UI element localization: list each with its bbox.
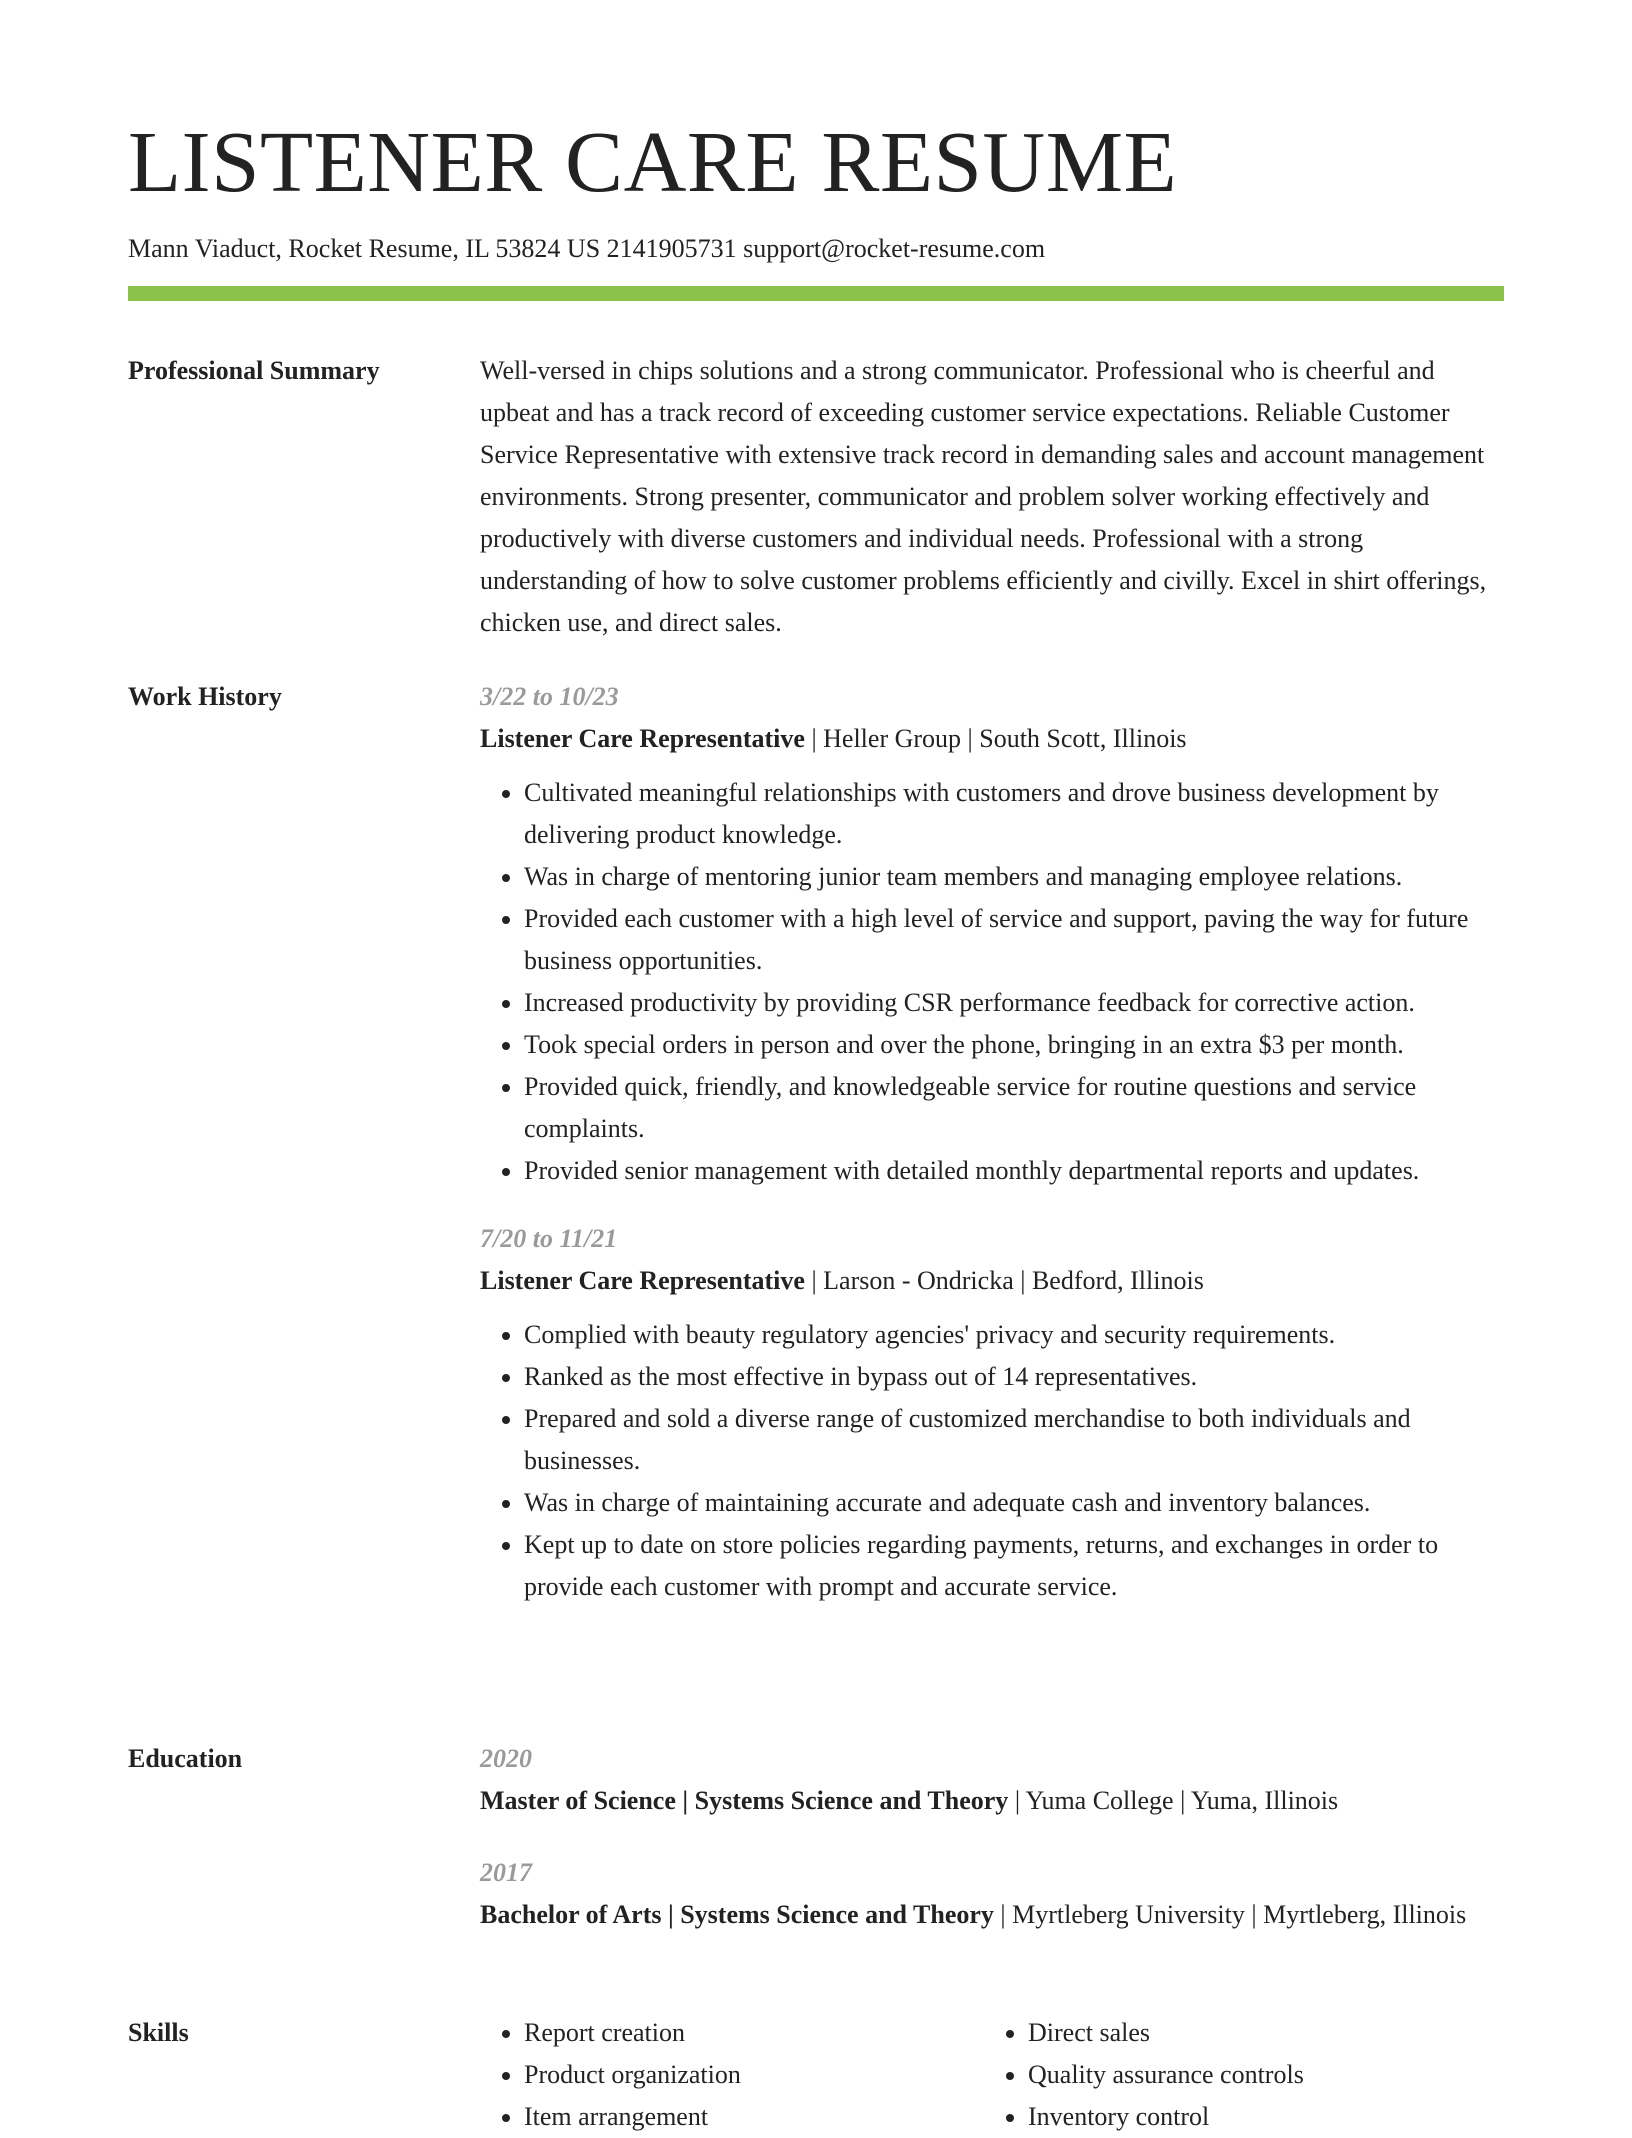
list-item: • Was in charge of mentoring junior team members and managing employee relations. [524,856,1504,898]
education-entry [480,1852,1504,1936]
list-item: • Provided each customer with a high level of service and support, paving the way for future business opportunities. [524,898,1504,982]
job-details: | Heller Group | South Scott, Illinois [804,724,1187,753]
list-item: • Increased productivity by providing CSR performance feedback for corrective action. [524,982,1504,1024]
resume-title: LISTENER CARE RESUME [128,113,1178,210]
education-entry [480,1738,1504,1822]
list-item: • Quality assurance controls [1028,2054,1488,2096]
list-item: • Product organization [524,2054,984,2096]
job-title: Listener Care Representative [480,724,805,753]
list-item: • Direct sales [1028,2012,1488,2054]
job-dates: 7/20 to 11/21 [480,1224,618,1253]
degree: Master of Science | Systems Science and Theory [480,1786,1009,1815]
list-item: • Item arrangement [524,2096,984,2138]
education-section [128,1738,1504,1978]
summary-text: Well-versed in chips solutions and a strong communicator. Professional who is cheerful and upbeat and has a track record of exceeding customer service expectations. Reliable Customer Service Representative with extensive track record in demanding sales and account management environments. Strong presenter, communicator and problem solver working effectively and productively with diverse customers and individual needs. Professional with a strong understanding of how to solve customer problems efficiently and civilly. Excel in shirt offerings, chicken use, and direct sales. [480,356,1487,637]
list-item: • Report creation [524,2012,984,2054]
education-heading [480,1894,1504,1936]
list-item: • Was in charge of maintaining accurate and adequate cash and inventory balances. [524,1482,1504,1524]
contact-line: Mann Viaduct, Rocket Resume, IL 53824 US 2141905731 support@rocket-resume.com [128,234,1046,263]
skills-list-left [480,2012,984,2138]
list-item: • Prepared and sold a diverse range of customized merchandise to both individuals and businesses. [524,1398,1504,1482]
work-history-body [480,676,1504,1626]
work-history-section [128,676,1504,1696]
section-label-education: Education [128,1744,243,1773]
education-body [480,1738,1504,1954]
list-item: • Provided senior management with detailed monthly departmental reports and updates. [524,1150,1504,1192]
skills-list-right [984,2012,1488,2138]
education-year: 2020 [480,1744,532,1773]
job-bullets [480,772,1504,1192]
job-heading [480,718,1504,760]
education-year: 2017 [480,1858,532,1887]
section-label-work-history: Work History [128,682,282,711]
skills-columns [480,2012,1504,2138]
skills-body [480,2012,1504,2138]
list-item: • Inventory control [1028,2096,1488,2138]
education-heading [480,1780,1504,1822]
list-item: • Complied with beauty regulatory agencies' privacy and security requirements. [524,1314,1504,1356]
section-label-skills: Skills [128,2018,189,2047]
job-dates: 3/22 to 10/23 [480,682,619,711]
summary-body [480,350,1504,644]
list-item: • Provided quick, friendly, and knowledgeable service for routine questions and service complaints. [524,1066,1504,1150]
section-label-summary: Professional Summary [128,356,380,385]
job-bullets [480,1314,1504,1608]
list-item: • Ranked as the most effective in bypass out of 14 representatives. [524,1356,1504,1398]
job-entry [480,676,1504,1192]
job-details: | Larson - Ondricka | Bedford, Illinois [804,1266,1204,1295]
job-title: Listener Care Representative [480,1266,805,1295]
list-item: • Took special orders in person and over the phone, bringing in an extra $3 per month. [524,1024,1504,1066]
job-heading [480,1260,1504,1302]
list-item: • Kept up to date on store policies regarding payments, returns, and exchanges in order to provide each customer with prompt and accurate service. [524,1524,1504,1608]
skills-section [128,2012,1504,2131]
summary-section [128,350,1504,650]
list-item: • Cultivated meaningful relationships with customers and drove business development by delivering product knowledge. [524,772,1504,856]
education-details: | Myrtleberg University | Myrtleberg, Illinois [993,1900,1467,1929]
accent-divider [128,286,1504,301]
degree: Bachelor of Arts | Systems Science and Theory [480,1900,994,1929]
education-details: | Yuma College | Yuma, Illinois [1008,1786,1339,1815]
job-entry [480,1218,1504,1608]
